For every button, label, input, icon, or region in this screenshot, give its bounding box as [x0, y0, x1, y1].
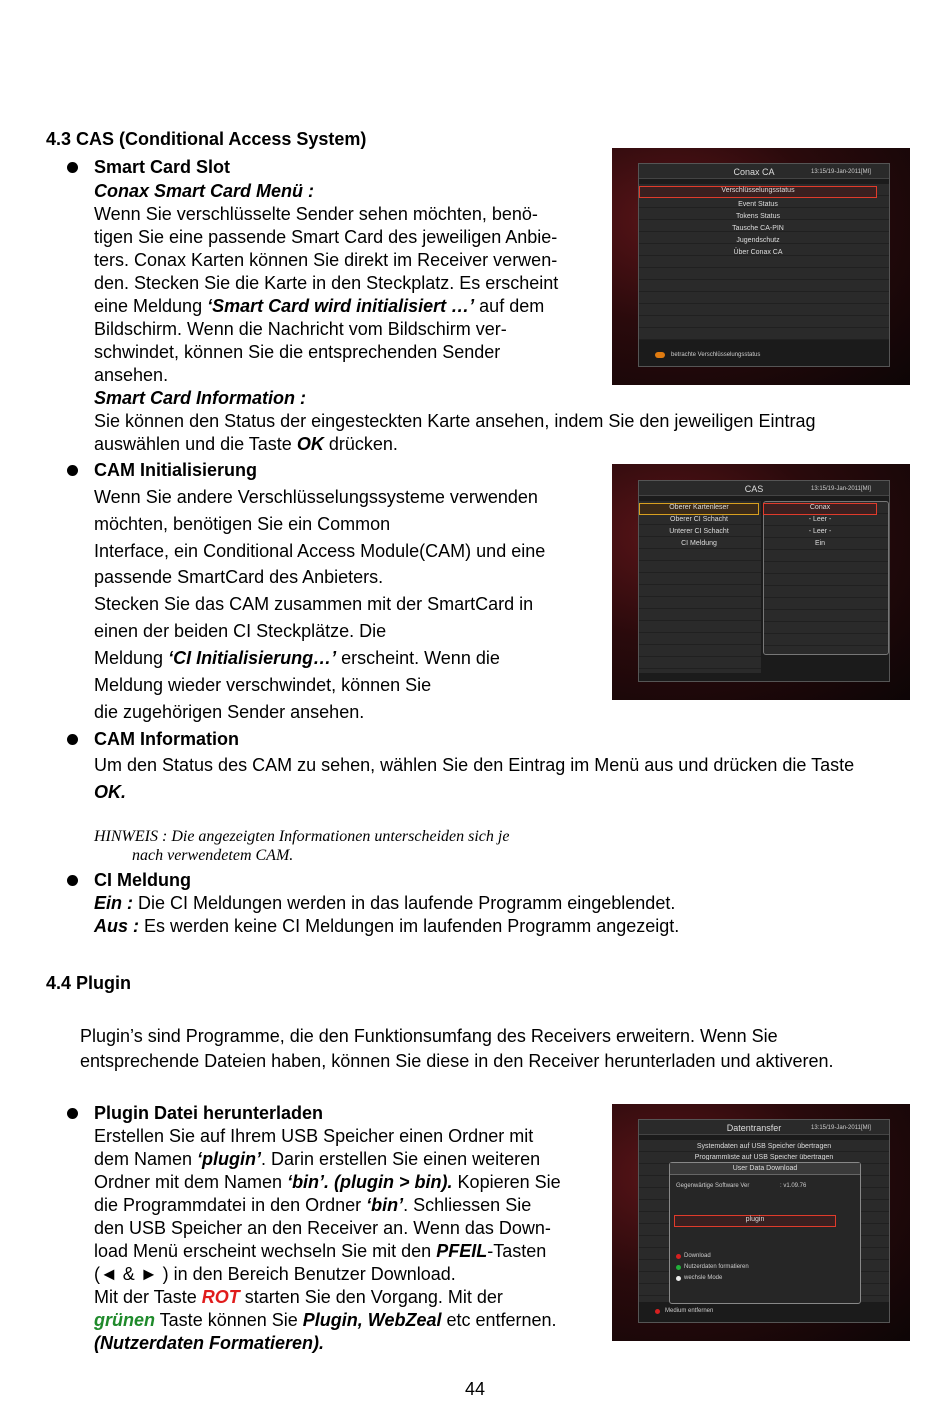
- menu-item[interactable]: Verschlüsselungsstatus: [721, 187, 795, 194]
- screen-clock: 13:15/19-Jan-2011[MI]: [811, 169, 871, 175]
- message-text: ‘Smart Card wird initialisiert …’: [207, 296, 475, 316]
- body-line: [94, 1148, 540, 1171]
- smart-card-slot-title: Smart Card Slot: [94, 157, 231, 177]
- message-text: ‘CI Initialisierung…’: [168, 648, 337, 668]
- text: Ordner mit dem Namen: [94, 1172, 288, 1192]
- text: . Darin erstellen Sie einen weiteren: [261, 1149, 541, 1169]
- red-button-icon: [655, 1309, 660, 1314]
- cas-menu-item[interactable]: Oberer Kartenleser: [669, 504, 729, 511]
- user-data-download-dialog: [669, 1162, 861, 1304]
- screen-title: Datentransfer: [726, 1123, 782, 1133]
- left-list-background: [639, 501, 761, 673]
- text: load Menü erscheint wechseln Sie mit den: [94, 1241, 437, 1261]
- body-line: schwindet, können Sie die entsprechenden Sender: [94, 342, 501, 362]
- cas-menu-item[interactable]: Unterer CI Schacht: [669, 528, 729, 535]
- red-button-icon: [676, 1254, 681, 1259]
- body-line: [94, 1171, 561, 1194]
- text: dem Namen: [94, 1149, 198, 1169]
- bullet: [67, 465, 78, 476]
- conax-ca-screenshot: [612, 148, 910, 385]
- text: Die CI Meldungen werden in das laufende Programm eingeblendet.: [133, 893, 676, 913]
- red-key-label: ROT: [201, 1287, 240, 1307]
- body-line: [94, 295, 544, 318]
- body-line: Wenn Sie verschlüsselte Sender sehen möchten, benö-: [94, 204, 538, 224]
- text: auswählen und die Taste: [94, 434, 297, 454]
- menu-item[interactable]: Event Status: [738, 201, 778, 208]
- tv-screen: [638, 163, 890, 367]
- screen-clock: 13:15/19-Jan-2011[MI]: [811, 486, 871, 492]
- ok-key: OK.: [94, 782, 127, 802]
- cas-menu-item[interactable]: CI Meldung: [681, 540, 717, 547]
- body-line: [94, 1194, 531, 1217]
- bullet: [67, 734, 78, 745]
- body-line: Sie können den Status der eingesteckten Karte ansehen, indem Sie den jeweiligen Eintrag: [94, 411, 816, 431]
- body-line: passende SmartCard des Anbieters.: [94, 567, 384, 587]
- right-list-background: [763, 501, 889, 655]
- cas-value: - Leer -: [808, 528, 832, 535]
- text: eine Meldung: [94, 296, 208, 316]
- body-line: die zugehörigen Sender ansehen.: [94, 702, 365, 722]
- cas-value: Conax: [809, 504, 831, 511]
- text: Meldung: [94, 648, 169, 668]
- body-line: [94, 647, 500, 670]
- ok-button-icon: [655, 352, 665, 358]
- body-line: [94, 1240, 546, 1263]
- tv-screen: [638, 1119, 890, 1323]
- cas-screenshot: [612, 464, 910, 700]
- body-line: den. Stecken Sie die Karte in den Steckplatz. Es erscheint: [94, 273, 559, 293]
- menu-item[interactable]: Systemdaten auf USB Speicher übertragen: [696, 1143, 832, 1150]
- screen-title: CAS: [744, 484, 764, 494]
- screen-title: Conax CA: [733, 167, 775, 177]
- section-heading-plugin: 4.4 Plugin: [46, 973, 132, 993]
- aus-label: Aus :: [94, 916, 139, 936]
- menu-item[interactable]: Über Conax CA: [733, 249, 783, 256]
- software-version-label: Gegenwärtige Software Ver: [676, 1183, 750, 1189]
- legend-format: Nutzerdaten formatieren: [684, 1264, 749, 1270]
- text: Kopieren Sie: [452, 1172, 561, 1192]
- legend-download: Download: [684, 1253, 711, 1259]
- body-line: (◄ & ► ) in den Bereich Benutzer Download.: [94, 1264, 456, 1284]
- dialog-title: User Data Download: [732, 1165, 798, 1172]
- cas-value: Ein: [814, 540, 826, 547]
- body-line: [94, 1309, 557, 1332]
- body-line: ters. Conax Karten können Sie direkt im Receiver verwen-: [94, 250, 558, 270]
- bullet: [67, 162, 78, 173]
- plugin-download-title: Plugin Datei herunterladen: [94, 1103, 324, 1123]
- arrow-key-label: PFEIL: [436, 1241, 488, 1261]
- folder-name: ‘bin’: [366, 1195, 404, 1215]
- body-line: entsprechende Dateien haben, können Sie diese in den Receiver herunterladen und aktiveren.: [80, 1051, 834, 1071]
- footer-hint: betrachte Verschlüsselungsstatus: [671, 352, 761, 358]
- page-number: 44: [464, 1379, 486, 1399]
- body-line: Erstellen Sie auf Ihrem USB Speicher einen Ordner mit: [94, 1126, 534, 1146]
- text: Es werden keine CI Meldungen im laufenden Programm angezeigt.: [139, 916, 680, 936]
- ok-key: OK: [296, 434, 324, 454]
- folder-name: ‘plugin’: [197, 1149, 262, 1169]
- section-heading-cas: 4.3 CAS (Conditional Access System): [46, 129, 367, 149]
- bullet: [67, 875, 78, 886]
- menu-item[interactable]: Tausche CA-PIN: [732, 225, 784, 232]
- text: drücken.: [323, 434, 398, 454]
- body-line: Bildschirm. Wenn die Nachricht vom Bildschirm ver-: [94, 319, 507, 339]
- body-line: den USB Speicher an den Receiver an. Wenn das Down-: [94, 1218, 551, 1238]
- body-line: Meldung wieder verschwindet, können Sie: [94, 675, 432, 695]
- plugin-label[interactable]: plugin: [745, 1216, 765, 1223]
- plugin-names: Plugin, WebZeal: [302, 1310, 442, 1330]
- body-line: ansehen.: [94, 365, 169, 385]
- bullet: [67, 1108, 78, 1119]
- hinweis-note: nach verwendetem CAM.: [132, 847, 294, 864]
- ci-meldung-title: CI Meldung: [94, 870, 191, 890]
- cam-info-title: CAM Information: [94, 729, 239, 749]
- body-line: [94, 915, 679, 938]
- body-line: Plugin’s sind Programme, die den Funktionsumfang des Receivers erweitern. Wenn Sie: [80, 1026, 778, 1046]
- text: -Tasten: [487, 1241, 547, 1261]
- body-line: möchten, benötigen Sie ein Common: [94, 514, 391, 534]
- body-line: [94, 892, 675, 915]
- cas-menu-item[interactable]: Oberer CI Schacht: [670, 516, 728, 523]
- screen-clock: 13:15/19-Jan-2011[MI]: [811, 1125, 871, 1131]
- text: starten Sie den Vorgang. Mit der: [239, 1287, 503, 1307]
- text: auf dem: [474, 296, 545, 316]
- body-line: Interface, ein Conditional Access Module(CAM) und eine: [94, 541, 546, 561]
- menu-item[interactable]: Programmliste auf USB Speicher übertragen: [694, 1154, 834, 1160]
- text: Mit der Taste: [94, 1287, 202, 1307]
- folder-name: ‘bin’. (plugin > bin).: [287, 1172, 453, 1192]
- body-line: [94, 1286, 503, 1309]
- white-button-icon: [676, 1276, 681, 1281]
- body-line: (Nutzerdaten Formatieren).: [94, 1333, 325, 1353]
- green-button-icon: [676, 1265, 681, 1270]
- text: etc entfernen.: [441, 1310, 557, 1330]
- text: die Programmdatei in den Ordner: [94, 1195, 367, 1215]
- cas-value: - Leer -: [808, 516, 832, 523]
- text: erscheint. Wenn die: [336, 648, 500, 668]
- text: Taste können Sie: [155, 1310, 303, 1330]
- conax-menu-subtitle: Conax Smart Card Menü :: [94, 181, 315, 201]
- body-line: einen der beiden CI Steckplätze. Die: [94, 621, 387, 641]
- ein-label: Ein :: [94, 893, 133, 913]
- software-version-value: : v1.09.76: [780, 1183, 807, 1189]
- menu-item[interactable]: Jugendschutz: [736, 237, 780, 244]
- text: . Schliessen Sie: [403, 1195, 532, 1215]
- tv-screen: [638, 480, 890, 682]
- body-line: tigen Sie eine passende Smart Card des jeweiligen Anbie-: [94, 227, 558, 247]
- body-line: Stecken Sie das CAM zusammen mit der SmartCard in: [94, 594, 534, 614]
- smart-card-info-subtitle: Smart Card Information :: [94, 388, 307, 408]
- green-key-label: grünen: [94, 1310, 155, 1330]
- cam-init-title: CAM Initialisierung: [94, 460, 258, 480]
- body-line: Wenn Sie andere Verschlüsselungssysteme verwenden: [94, 487, 538, 507]
- hinweis-note: HINWEIS : Die angezeigten Informationen unterscheiden sich je: [94, 828, 510, 845]
- legend-mode: wechsle Mode: [684, 1275, 723, 1281]
- menu-item[interactable]: Tokens Status: [736, 213, 780, 220]
- body-line: [94, 433, 398, 456]
- datentransfer-screenshot: [612, 1104, 910, 1341]
- body-line: Um den Status des CAM zu sehen, wählen Sie den Eintrag im Menü aus und drücken die Taste: [94, 755, 855, 775]
- footer-hint: Medium entfernen: [665, 1308, 714, 1314]
